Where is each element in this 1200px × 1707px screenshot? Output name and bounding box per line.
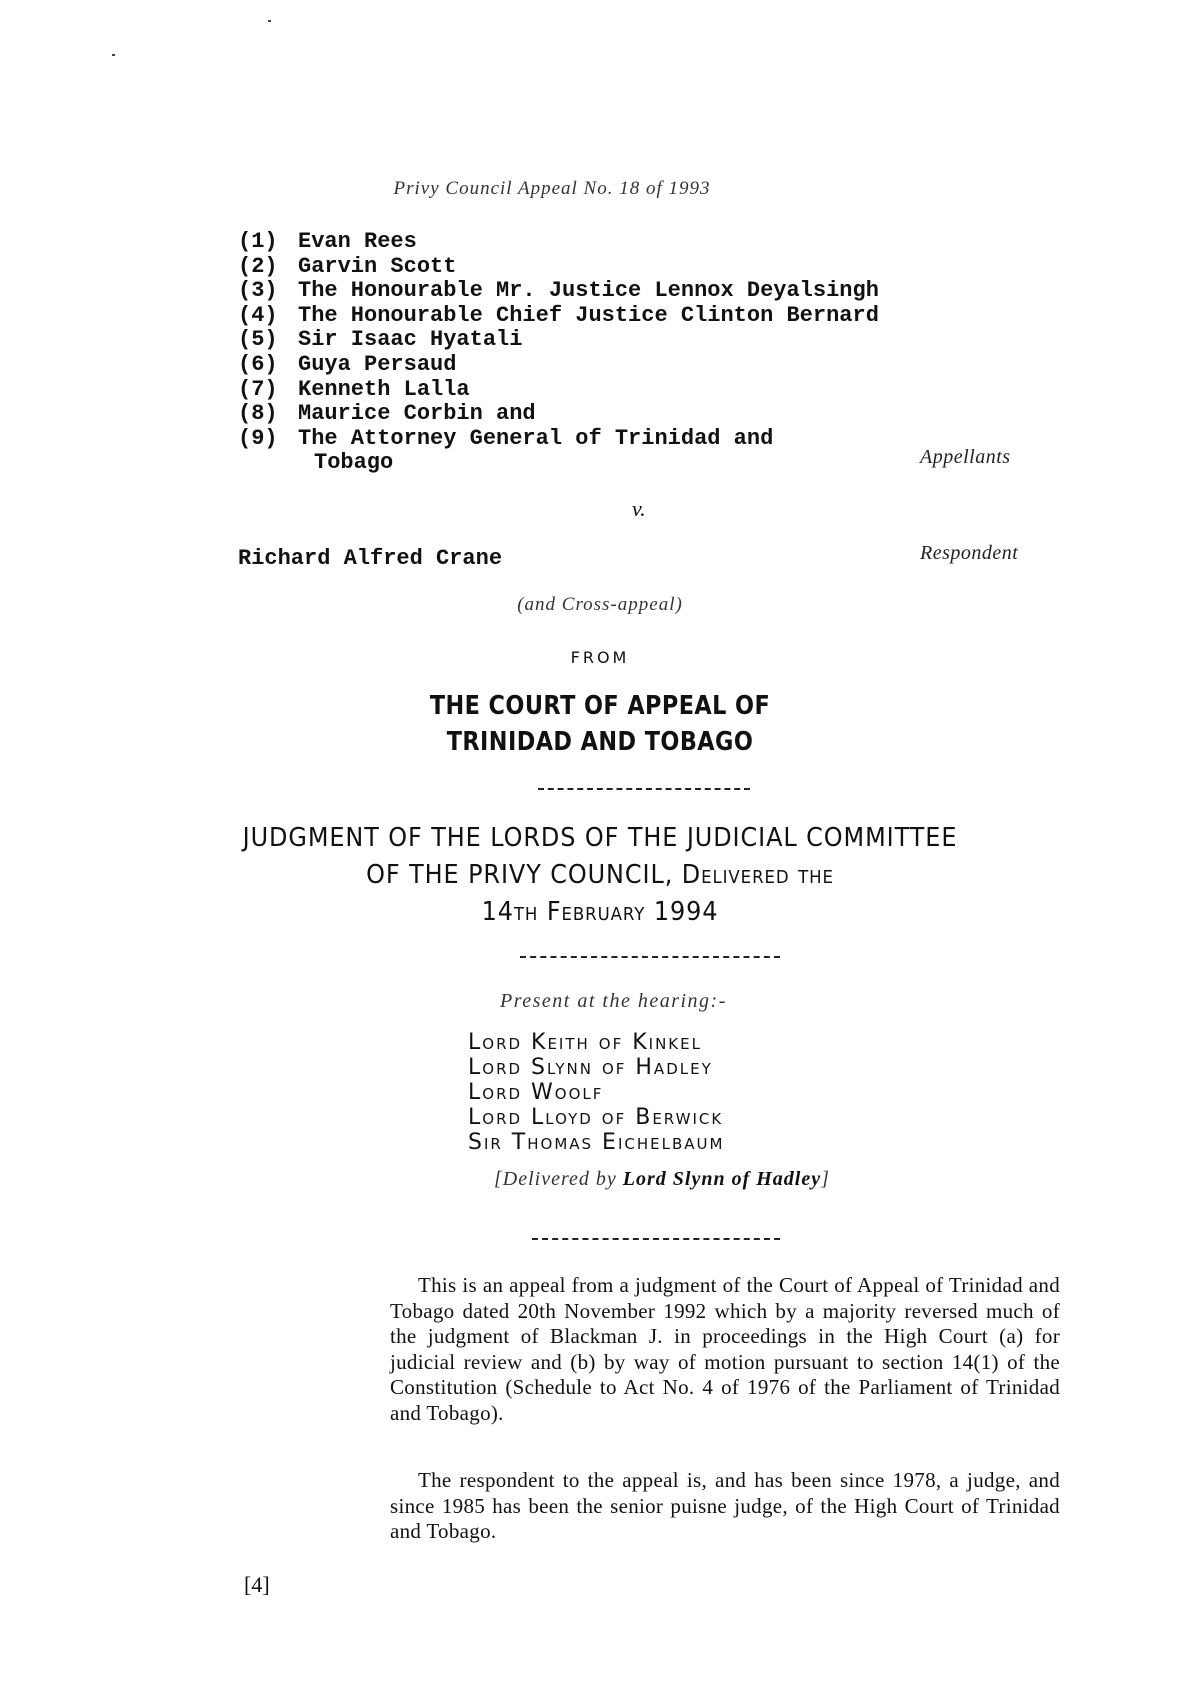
divider (538, 788, 750, 790)
appellant-item (238, 328, 879, 353)
appellant-number: (1) (238, 229, 278, 254)
appellant-number: (5) (238, 327, 278, 353)
appellant-number: (7) (238, 376, 278, 402)
court-title-line: THE COURT OF APPEAL OF (429, 691, 771, 721)
from-label: FROM (570, 648, 630, 667)
cross-appeal-label: (and Cross-appeal) (517, 594, 683, 615)
appellant-item (238, 427, 879, 452)
judgment-paragraph (390, 1468, 1060, 1545)
appellant-name: Maurice Corbin and (298, 401, 536, 427)
judgment-title-line: JUDGMENT OF THE LORDS OF THE JUDICIAL COMMITTEE (242, 823, 958, 853)
court-title (84, 688, 1116, 760)
appellants-role-label: Appellants (920, 446, 1011, 468)
appellant-name: Kenneth Lalla (298, 376, 470, 402)
appellant-number: (8) (238, 401, 278, 427)
appellant-number: (3) (238, 278, 278, 304)
respondent-name: Richard Alfred Crane (238, 546, 503, 571)
delivered-by (494, 1168, 830, 1191)
appellant-item (238, 304, 879, 329)
lord-name: Lord Slynn of Hadley (468, 1055, 713, 1080)
appellant-name: Garvin Scott (298, 253, 457, 279)
lords-list (468, 1030, 724, 1155)
versus-label: v. (632, 496, 646, 521)
delivered-lord: Lord Slynn of Hadley (622, 1168, 822, 1190)
page-number: [4] (244, 1572, 270, 1597)
divider (520, 956, 780, 958)
appeal-number: Privy Council Appeal No. 18 of 1993 (393, 178, 711, 199)
respondent-role-label: Respondent (920, 542, 1019, 564)
judgment-paragraph (390, 1273, 1060, 1426)
appellant-item (238, 230, 879, 255)
appellant-name: Evan Rees (298, 229, 417, 254)
appellant-number: (9) (238, 425, 278, 451)
appellant-item (238, 378, 879, 403)
appellant-name: Guya Persaud (298, 351, 457, 377)
divider (532, 1238, 780, 1240)
appellant-name: Sir Isaac Hyatali (298, 327, 523, 353)
lord-name: Lord Lloyd of Berwick (468, 1105, 724, 1130)
appellant-item (238, 279, 879, 304)
appellant-name: The Honourable Mr. Justice Lennox Deyalsingh (298, 278, 879, 304)
lord-name: Lord Woolf (468, 1080, 604, 1105)
appellant-item (238, 255, 879, 280)
lord-name: Lord Keith of Kinkel (468, 1030, 702, 1055)
court-title-line: TRINIDAD AND TOBAGO (446, 727, 754, 757)
appellant-number: (4) (238, 302, 278, 328)
appellant-name: The Attorney General of Trinidad and (298, 425, 774, 451)
judgment-date: 14th February 1994 (481, 897, 719, 927)
judgment-title-line: OF THE PRIVY COUNCIL, Delivered the (366, 860, 834, 890)
delivered-prefix: [Delivered by (494, 1168, 617, 1190)
scan-speck (268, 20, 271, 22)
appellant-item (238, 402, 879, 427)
appellant-name: The Honourable Chief Justice Clinton Bernard (298, 302, 879, 328)
appellants-list (238, 230, 879, 476)
paragraph-text: This is an appeal from a judgment of the Court of Appeal of Trinidad and Tobago dated 20th November 1992 which by a majority reversed much of the judgment of Blackman J. in proceedings in the High Court (a) for judicial review and (b) by way of motion pursuant to section 14(1) of the Constitution (Schedule to Act No. 4 of 1976 of the Parliament of Trinidad and Tobago). (390, 1273, 1060, 1425)
judgment-title (48, 820, 1152, 931)
paragraph-text: The respondent to the appeal is, and has been since 1978, a judge, and since 1985 has been the senior puisne judge, of the High Court of Trinidad and Tobago. (390, 1468, 1060, 1543)
present-at-hearing-label: Present at the hearing:- (500, 990, 727, 1012)
appellant-item (238, 353, 879, 378)
lord-name: Sir Thomas Eichelbaum (468, 1130, 725, 1155)
delivered-suffix: ] (821, 1168, 830, 1190)
appellant-number: (2) (238, 253, 278, 279)
appellant-number: (6) (238, 351, 278, 377)
scan-speck (112, 54, 115, 56)
appellant-continuation: Tobago (314, 450, 394, 476)
